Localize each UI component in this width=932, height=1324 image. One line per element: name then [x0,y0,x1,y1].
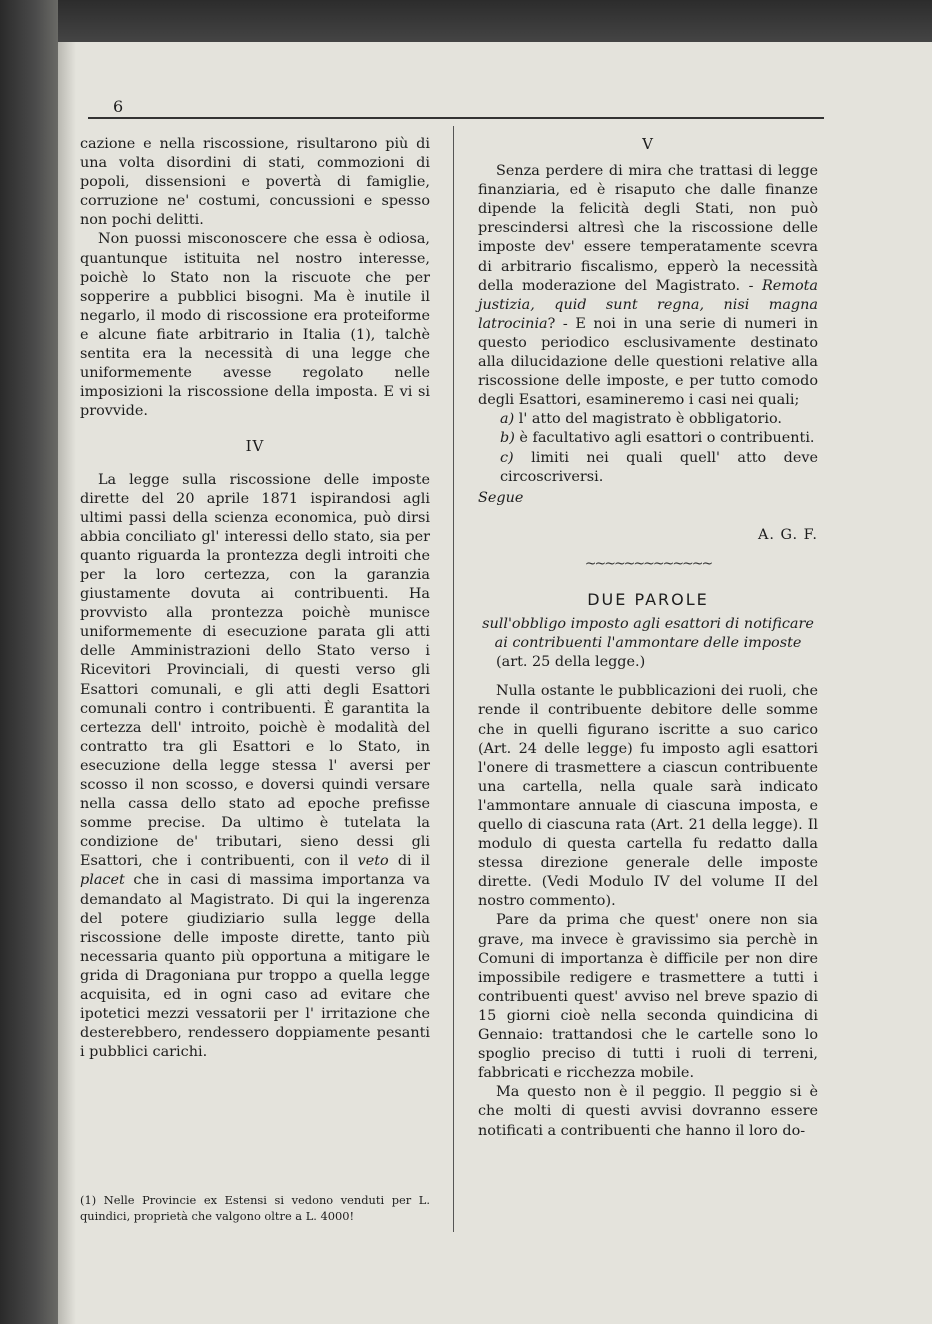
text-run: di il [397,853,430,870]
list-marker: c) [500,449,514,466]
paragraph [80,471,430,1063]
article-subtitle-ref: (art. 25 della legge.) [496,654,646,671]
right-column [478,135,818,1141]
list-item [478,449,818,487]
list-text: limiti nei quali quell' atto deve circoscriversi. [500,449,818,485]
scan-border-left [0,0,58,1324]
paragraph: Nulla ostante le pubblicazioni dei ruoli, che rende il contribuente debitore delle somme che in quelli figurano iscritte a suo carico (Art. 24 delle legge) fu imposto agli esattori l'onere di trasmettere a ciascun contribuente una cartella, nella quale sarà indicato l'ammontare annuale di ciascuna imposta, e quello di ciascuna rata (Art. 21 della legge). Il modulo di questa cartella fu redatto dalla stessa direzione generale delle imposte dirette. (Vedi Modulo IV del volume II del nostro commento). [478,683,818,910]
text-run: La legge sulla riscossione delle imposte dirette del 20 aprile 1871 ispirandosi agli ultimi passi della scienza economica, può dirsi abbia conciliato gl' interessi dello stato, sia per quanto riguarda la prontezza degli introiti che per la loro certezza, con la garanzia giustamente dovuta ai contribuenti. Ha provvisto alla prontezza poichè munisce uniformemente di esecuzione parata gli atti delle Amministrazioni dello Stato verso i Ricevitori Provinciali, di questi verso gli Esattori comunali, e gli atti degli Esattori comunali contro i contribuenti. È garantita la certezza dell' introito, poichè è modalità del contratto tra gli Esattori e lo Stato, in esecuzione della legge stessa l' aversi per scosso il non scosso, e doversi quindi versare nella cassa dello stato ad epoche prefisse somme precise. Da ultimo è tutelata la condizione de' tributari, sieno dessi gli Esattori, che i contribuenti, con il [80,471,430,870]
scan-border-top [0,0,932,42]
italic-term: veto [357,853,389,870]
footnote: (1) Nelle Provincie ex Estensi si vedono venduti per L. quindici, proprietà che valgono oltre a L. 4000! [80,1193,430,1223]
text-run: ? - E noi in una serie di numeri in questo periodico esclusivamente destinato alla dilucidazione delle questioni relative alla riscossione delle imposte, e per tutto comodo degli Esattori, esamineremo i casi nei quali; [478,315,818,409]
paragraph [478,162,818,410]
segue-note: Segue [478,489,524,506]
paragraph: cazione e nella riscossione, risultarono più di una volta disordini di stati, commozioni di popoli, dissensioni e povertà di famiglie, corruzione ne' costumi, concussioni e spesso non pochi delitti. [80,136,430,229]
paragraph: Non puossi misconoscere che essa è odiosa, quantunque istituita nel nostro interesse, poichè lo Stato non la riscuote che per sopperire a pubblici bisogni. Ma è inutile il negarlo, il modo di riscossione era proteiforme e alcune fiate arbitrario in Italia (1), talchè sentita era la necessità di una legge che uniformemente avesse regolato nelle imposizioni la riscossione della imposta. E vi si provvide. [80,231,430,420]
column-divider [453,126,454,1232]
decorative-flourish: ~~~~~~~~~~~~~ [584,555,712,572]
list-text: l' atto del magistrato è obbligatorio. [518,411,782,428]
latin-quote: Remota justizia, quid sunt regna, nisi magna latrocinia [478,277,818,332]
article-title: DUE PAROLE [587,589,709,609]
article-subtitle: sull'obbligo imposto agli esattori di notificare ai contribuenti l'ammontare delle imposte [482,616,814,652]
section-heading-iv: IV [245,437,265,456]
author-signature: A. G. F. [758,526,818,543]
left-column [80,135,430,1062]
list-item [478,429,818,448]
list-text: è facultativo agli esattori o contribuenti. [519,430,815,447]
list-item [478,410,818,429]
paragraph: Ma questo non è il peggio. Il peggio si è che molti di questi avvisi dovranno essere notificati a contribuenti che hanno il loro do- [478,1084,818,1139]
list-marker: b) [500,430,515,447]
page-number: 6 [113,97,124,116]
list-marker: a) [500,411,515,428]
text-run: che in casi di massima importanza va demandato al Magistrato. Di qui la ingerenza del potere giudiziario sulla legge della riscossione delle imposte dirette, tanto più necessaria quanto più opportuna a mitigare le grida di Dragoniana pur troppo a quella legge acquisita, ed in ogni caso ad evitare che ipotetici mezzi vessatorii per l' irritazione che desterebbero, rendessero doppiamente pesanti i pubblici carichi. [80,872,431,1061]
paragraph: Pare da prima che quest' onere non sia grave, ma invece è gravissimo sia perchè in Comuni di importanza è difficile per non dire impossibile redigere e trasmettere a tutti i contribuenti quest' avviso nel breve spazio di 15 giorni cioè nella seconda quindicina di Gennaio: trattandosi che le cartelle sono lo spoglio preciso di tutti i ruoli di terreni, fabbricati e ricchezza mobile. [478,912,818,1082]
text-run: Senza perdere di mira che trattasi di legge finanziaria, ed è risaputo che dalle finanze dipende la felicità degli Stati, non può prescindersi altresì che la riscossione delle imposte dev' essere temperatamente scevra di arbitrario fiscalismo, epperò la necessità della moderazione del Magistrato. - [478,163,818,294]
section-heading-v: V [642,135,654,153]
italic-term: placet [80,872,125,889]
header-rule [88,117,824,119]
